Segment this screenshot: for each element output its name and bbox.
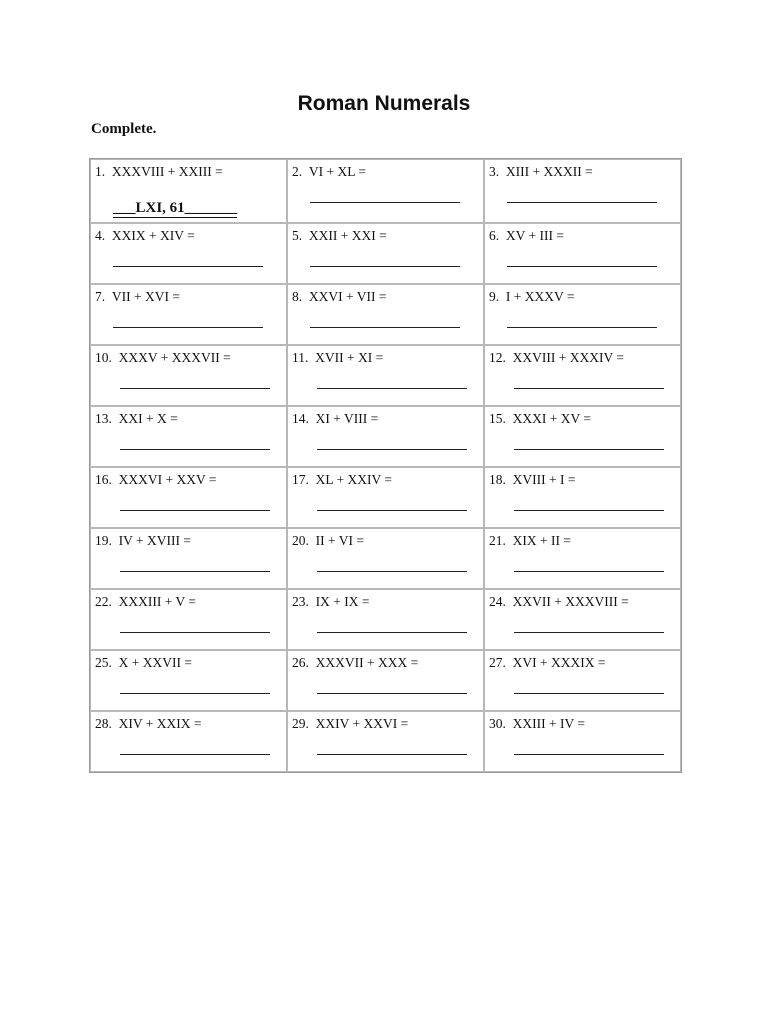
problem-cell (90, 528, 287, 589)
problem-question (489, 411, 591, 427)
problem-number: 27. (489, 655, 506, 670)
problem-question (292, 411, 378, 427)
problem-expression: XXVII + XXXVIII = (512, 594, 629, 609)
problem-expression: XXIX + XIV = (111, 228, 195, 243)
problem-number: 12. (489, 350, 506, 365)
problem-question (95, 350, 231, 366)
answer-blank-line[interactable] (120, 510, 270, 511)
problem-question (489, 164, 593, 180)
problem-number: 18. (489, 472, 506, 487)
problem-expression: XIX + II = (512, 533, 571, 548)
problem-cell (90, 345, 287, 406)
problem-number: 11. (292, 350, 309, 365)
problem-cell (287, 711, 484, 772)
problem-expression: XXXVI + XXV = (118, 472, 217, 487)
problem-expression: VII + XVI = (111, 289, 180, 304)
answer-blank-line[interactable] (317, 754, 467, 755)
problem-cell (287, 223, 484, 284)
problem-expression: VI + XL = (308, 164, 366, 179)
problem-cell (484, 528, 681, 589)
problem-row (90, 467, 681, 528)
answer-text: ___LXI, 61_______ (113, 200, 238, 216)
problem-question (489, 716, 585, 732)
problem-question (489, 594, 629, 610)
problem-number: 7. (95, 289, 106, 304)
answer-blank-line[interactable] (514, 449, 664, 450)
problem-question (95, 289, 180, 305)
problem-expression: IX + IX = (315, 594, 370, 609)
answer-blank-line[interactable] (317, 388, 467, 389)
problem-question (95, 472, 216, 488)
problem-cell (287, 159, 484, 223)
problem-number: 29. (292, 716, 309, 731)
problem-number: 17. (292, 472, 309, 487)
answer-blank-line[interactable] (310, 327, 460, 328)
problem-question (489, 289, 574, 305)
problem-expression: XXIV + XXVI = (315, 716, 409, 731)
problem-question (95, 533, 191, 549)
problem-question (292, 716, 408, 732)
problem-row (90, 159, 681, 223)
answer-blank-line[interactable] (514, 693, 664, 694)
problem-question (95, 411, 178, 427)
problem-question (489, 228, 564, 244)
problem-expression: XXXV + XXXVII = (118, 350, 231, 365)
problem-expression: XVIII + I = (512, 472, 576, 487)
problem-expression: XXII + XXI = (308, 228, 387, 243)
problem-question (292, 350, 383, 366)
problem-row (90, 406, 681, 467)
problem-expression: XXXIII + V = (118, 594, 196, 609)
problem-number: 26. (292, 655, 309, 670)
problem-cell (287, 650, 484, 711)
problem-cell (287, 589, 484, 650)
problem-question (489, 472, 575, 488)
problem-cell (90, 284, 287, 345)
problem-expression: XXI + X = (118, 411, 178, 426)
problem-expression: XV + III = (505, 228, 564, 243)
problem-number: 30. (489, 716, 506, 731)
problem-question (95, 228, 195, 244)
page-title: Roman Numerals (297, 92, 471, 115)
problem-number: 3. (489, 164, 500, 179)
problem-number: 16. (95, 472, 112, 487)
problem-question (95, 655, 192, 671)
problem-number: 28. (95, 716, 112, 731)
answer-blank-line[interactable] (514, 632, 664, 633)
problem-expression: XI + VIII = (315, 411, 379, 426)
problem-number: 20. (292, 533, 309, 548)
problem-number: 10. (95, 350, 112, 365)
problem-question (292, 655, 418, 671)
problem-number: 14. (292, 411, 309, 426)
problem-row (90, 223, 681, 284)
problem-cell (287, 406, 484, 467)
problem-cell (287, 345, 484, 406)
problem-question (292, 164, 366, 180)
problem-question (292, 594, 369, 610)
problem-number: 8. (292, 289, 303, 304)
problem-number: 23. (292, 594, 309, 609)
problem-expression: XXIII + IV = (512, 716, 585, 731)
problem-row (90, 345, 681, 406)
problem-number: 24. (489, 594, 506, 609)
problem-cell (484, 284, 681, 345)
problem-question (95, 164, 223, 180)
problem-row (90, 589, 681, 650)
problem-question (95, 594, 196, 610)
answer-blank-line[interactable] (317, 571, 467, 572)
problem-expression: XXVIII + XXXIV = (512, 350, 624, 365)
problem-question (292, 289, 386, 305)
problem-cell (484, 406, 681, 467)
answer-blank-line[interactable] (120, 754, 270, 755)
answer-blank-line[interactable] (507, 266, 657, 267)
problem-number: 4. (95, 228, 106, 243)
problem-cell (287, 467, 484, 528)
problem-expression: II + VI = (315, 533, 364, 548)
problem-cell (287, 284, 484, 345)
problem-number: 9. (489, 289, 500, 304)
answer-blank-line[interactable] (120, 632, 270, 633)
answer-blank-line[interactable] (120, 571, 270, 572)
problem-expression: IV + XVIII = (118, 533, 191, 548)
answer-blank-line[interactable] (120, 693, 270, 694)
problem-cell (287, 528, 484, 589)
problem-cell (90, 406, 287, 467)
problem-number: 6. (489, 228, 500, 243)
problem-number: 1. (95, 164, 106, 179)
problem-number: 21. (489, 533, 506, 548)
problem-question (292, 228, 387, 244)
problem-expression: XL + XXIV = (315, 472, 392, 487)
problem-expression: X + XXVII = (118, 655, 192, 670)
problem-cell (90, 589, 287, 650)
problem-question (489, 655, 605, 671)
answer-blank-line[interactable] (507, 202, 657, 203)
answer-blank-line[interactable] (514, 571, 664, 572)
instruction-text: Complete. (91, 121, 157, 137)
problem-expression: XIII + XXXII = (505, 164, 593, 179)
problem-cell (90, 711, 287, 772)
problem-row (90, 711, 681, 772)
answer-blank-line[interactable] (514, 388, 664, 389)
problem-expression: XXXI + XV = (512, 411, 591, 426)
problem-number: 15. (489, 411, 506, 426)
answer-blank-line[interactable] (120, 449, 270, 450)
answer-blank-line[interactable] (317, 510, 467, 511)
problem-expression: XXXVII + XXX = (315, 655, 419, 670)
answer-blank-line[interactable] (317, 693, 467, 694)
problem-cell (484, 223, 681, 284)
answer-field[interactable] (113, 200, 237, 218)
problem-number: 2. (292, 164, 303, 179)
problem-cell (484, 345, 681, 406)
answer-blank-line[interactable] (317, 449, 467, 450)
answer-blank-line[interactable] (514, 510, 664, 511)
problem-expression: I + XXXV = (505, 289, 575, 304)
answer-blank-line[interactable] (317, 632, 467, 633)
problem-question (292, 533, 364, 549)
answer-blank-line[interactable] (310, 202, 460, 203)
problem-number: 5. (292, 228, 303, 243)
answer-blank-line[interactable] (113, 327, 263, 328)
problems-table-body (90, 159, 681, 772)
problem-number: 22. (95, 594, 112, 609)
problem-number: 19. (95, 533, 112, 548)
answer-blank-line[interactable] (514, 754, 664, 755)
problem-expression: XIV + XXIX = (118, 716, 202, 731)
problem-row (90, 284, 681, 345)
problem-cell (484, 650, 681, 711)
answer-blank-line[interactable] (507, 327, 657, 328)
problem-expression: XVII + XI = (315, 350, 384, 365)
problem-cell (484, 711, 681, 772)
problem-question (95, 716, 201, 732)
problem-question (292, 472, 392, 488)
problem-row (90, 650, 681, 711)
problem-cell (484, 159, 681, 223)
problem-expression: XXXVIII + XXIII = (111, 164, 223, 179)
problems-table (89, 158, 682, 773)
problem-cell (90, 223, 287, 284)
problem-cell (90, 159, 287, 223)
problem-cell (90, 467, 287, 528)
problem-question (489, 350, 624, 366)
problem-expression: XVI + XXXIX = (512, 655, 606, 670)
problem-expression: XXVI + VII = (308, 289, 387, 304)
answer-blank-line[interactable] (310, 266, 460, 267)
problem-cell (484, 589, 681, 650)
answer-blank-line[interactable] (113, 266, 263, 267)
problem-cell (484, 467, 681, 528)
problem-question (489, 533, 571, 549)
problem-number: 13. (95, 411, 112, 426)
answer-blank-line[interactable] (120, 388, 270, 389)
problem-cell (90, 650, 287, 711)
problem-row (90, 528, 681, 589)
problem-number: 25. (95, 655, 112, 670)
